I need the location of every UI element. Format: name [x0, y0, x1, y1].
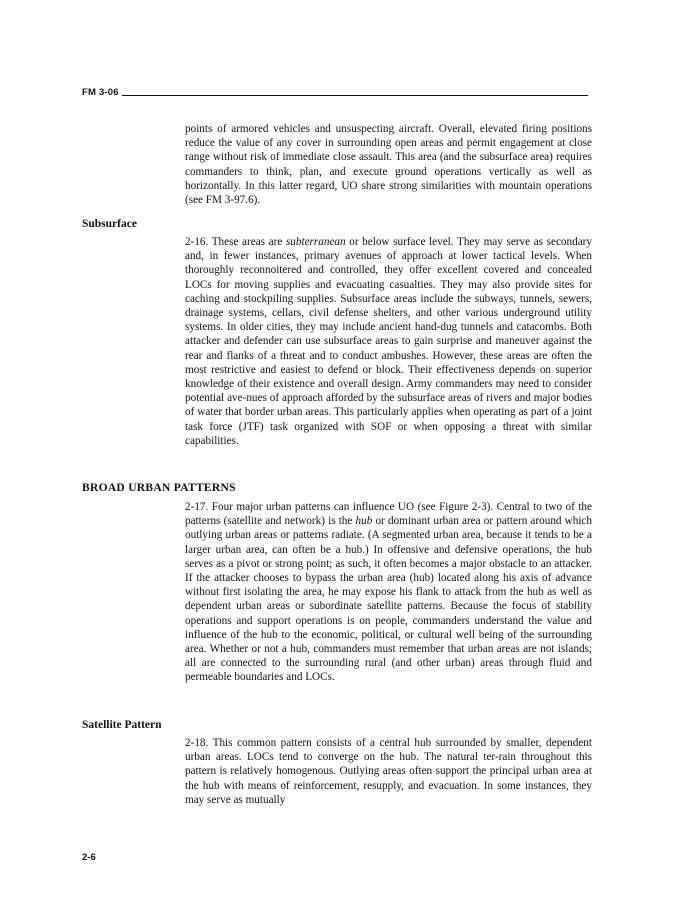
paragraph-2-17-rest: or dominant urban area or pattern around which outlying urban areas or patterns radiate. (A segmented urban area, because it tends to be a larger urban area, can often be a hub.) In offensive and defensive operations, the hub serves as a pivot or strong point; as such, it often becomes a major obstacle to an attacker. If the attacker chooses to bypass the urban area (hub) located along his axis of advance without first isolating the area, he may expose his flank to attack from the hub as well as dependent urban areas or subordinate satellite patterns. Because the focus of stability operations and support operations is on people, commanders understand the value and influence of the hub to the economic, political, or cultural well being of the surrounding area. Whether or not a hub, commanders must remember that urban areas are not islands; all are connected to the surrounding rural (and other urban) areas through fluid and permeable boundaries and LOCs.: [185, 515, 592, 684]
section-heading-broad-urban-patterns: BROAD URBAN PATTERNS: [82, 482, 236, 494]
page-number: 2-6: [82, 852, 96, 863]
paragraph-2-16-rest: or below surface level. They may serve as secondary and, in fewer instances, primary avenues of approach at lower tactical levels. When thoroughly reconnoitered and controlled, they offer excellent covered and concealed LOCs for moving supplies and evacuating casualties. They may also provide sites for caching and stockpiling supplies. Subsurface areas include the subways, tunnels, sewers, drainage systems, cellars, civil defense shelters, and other various underground utility systems. In older cities, they may include ancient hand-dug tunnels and catacombs. Both attacker and defender can use subsurface areas to gain surprise and maneuver against the rear and flanks of a threat and to conduct ambushes. However, these areas are often the most restrictive and easiest to defend or block. Their effectiveness depends on superior knowledge of their existence and overall design. Army commanders may need to consider potential ave-nues of approach afforded by the subsurface areas of rivers and major bodies of water that border urban areas. This particularly applies when operating as part of a joint task force (JTF) task organized with SOF or when opposing a threat with similar capabilities.: [185, 236, 592, 447]
section-heading-satellite-pattern: Satellite Pattern: [82, 719, 162, 731]
header-rule: [122, 95, 588, 96]
running-header: FM 3-06: [82, 87, 119, 98]
paragraph-2-18: 2-18. This common pattern consists of a central hub surrounded by smaller, dependent urban areas. LOCs tend to converge on the hub. The natural ter-rain throughout this pattern is relatively homogenous. Outlying areas often support the principal urban area at the hub with means of reinforcement, resupply, and evacuation. In some instances, they may serve as mutually: [185, 737, 592, 806]
paragraph-2-17-lead: 2-17. Four major urban patterns can influence UO (see Figure 2-3). Central to two of the patterns (satellite and network) is the: [185, 501, 592, 528]
paragraph-2-17: [185, 500, 592, 685]
paragraph-2-17-emphasis: hub: [355, 515, 373, 528]
paragraph-2-16-lead: 2-16. These areas are: [185, 236, 286, 248]
paragraph-continuation: points of armored vehicles and unsuspecting aircraft. Overall, elevated firing positions reduce the value of any cover in surrounding open areas and permit engagement at close range without risk of immediate close assault. This area (and the subsurface area) requires commanders to think, plan, and execute ground operations vertically as well as horizontally. In this latter regard, UO share strong similarities with mountain operations (see FM 3-97.6).: [185, 123, 592, 207]
paragraph-2-16: [185, 235, 592, 448]
paragraph-2-16-emphasis: subterranean: [285, 236, 346, 248]
section-heading-subsurface: Subsurface: [82, 218, 137, 230]
